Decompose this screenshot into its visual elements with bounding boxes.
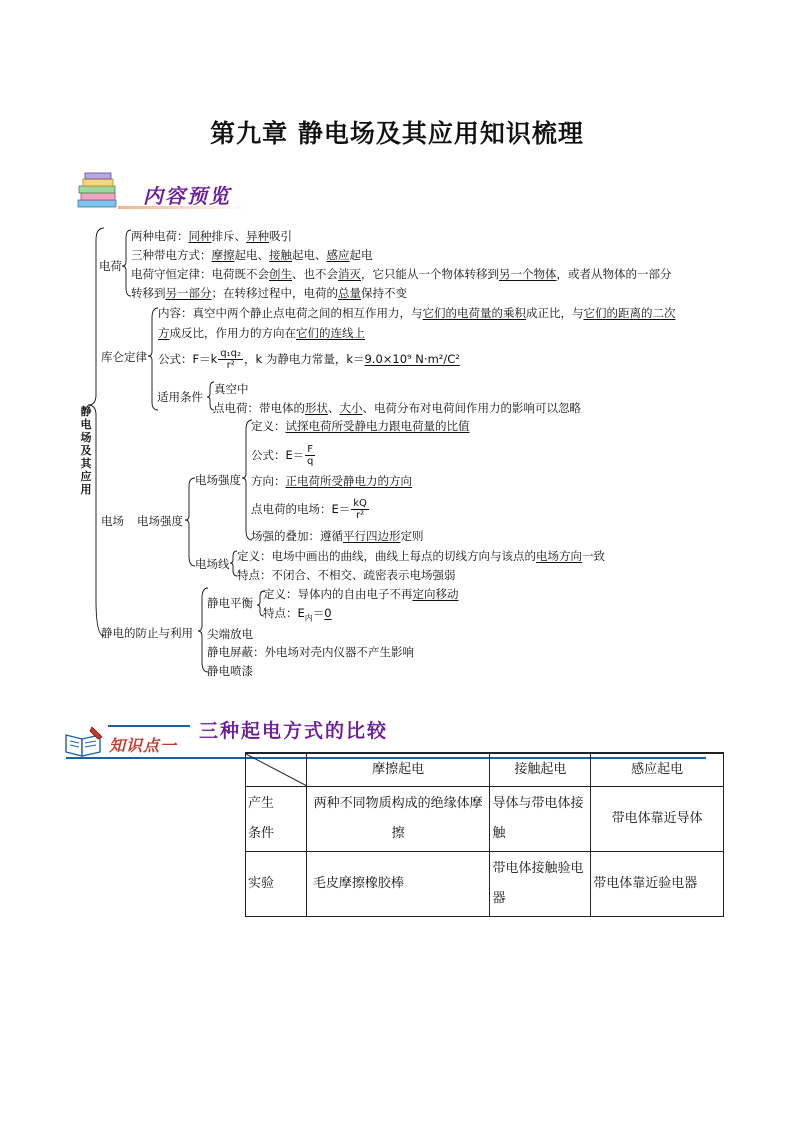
branch-field-intensity-label: 电场强度 bbox=[137, 514, 183, 528]
branch-coulomb-label: 库仑定律 bbox=[101, 350, 147, 364]
row-label-line: 产生 bbox=[248, 796, 275, 811]
balance-definition: 定义：导体内的自由电子不再定向移动 bbox=[263, 587, 459, 601]
field-fraction: $\frac{F}{q}$ bbox=[306, 444, 314, 467]
table-cell: 带电体靠近导体 bbox=[591, 787, 724, 852]
table-header-row bbox=[246, 753, 724, 787]
branch-protection-label: 静电的防止与利用 bbox=[101, 626, 193, 640]
field-lines-label: 电场线 bbox=[195, 557, 230, 571]
table-cell: 毛皮摩擦橡胶棒 bbox=[306, 852, 490, 917]
field-definition: 定义：试探电荷所受静电力跟电荷量的比值 bbox=[251, 419, 470, 433]
table-row-label: 实验 bbox=[246, 852, 307, 917]
mindmap-root-label: 静电场及其应用 bbox=[80, 405, 92, 496]
coulomb-formula: 公式：F＝k $\frac{\text{q₁q₂}}{\text{r²}}$ ，k 为静电力常量，k＝9.0×10⁹ N·m²/C² bbox=[158, 348, 460, 371]
balance-feature: 特点：$E_内=0$ bbox=[263, 606, 332, 623]
coulomb-condition-point-charge: 点电荷：带电体的形状、大小、电荷分布对电荷间作用力的影响可以忽略 bbox=[213, 401, 581, 415]
tip-discharge: 尖端放电 bbox=[207, 627, 253, 641]
table-corner-cell bbox=[246, 753, 307, 787]
knowledge-point-title: 三种起电方式的比较 bbox=[199, 720, 389, 742]
table-cell: 带电体接触验电器 bbox=[490, 852, 591, 917]
row-label-line: 条件 bbox=[248, 826, 275, 841]
field-point-charge: 点电荷的电场：E＝ $\frac{kQ}{\text{r²}}$ bbox=[251, 498, 367, 521]
field-formula: 公式：E＝ $\frac{F}{q}$ bbox=[251, 444, 314, 467]
table-cell: 带电体靠近验电器 bbox=[591, 852, 724, 917]
page-title: 第九章 静电场及其应用知识梳理 bbox=[210, 119, 584, 148]
comparison-table bbox=[245, 752, 724, 917]
balance-label: 静电平衡 bbox=[207, 596, 253, 610]
knowledge-banner-underline bbox=[108, 725, 190, 727]
diagonal-line bbox=[246, 754, 307, 786]
point-field-fraction: $\frac{kQ}{\text{r²}}$ bbox=[353, 498, 367, 521]
table-header-cell: 摩擦起电 bbox=[306, 753, 490, 787]
table-header-cell: 接触起电 bbox=[490, 753, 591, 787]
charge-line-three-methods: 三种带电方式：摩擦起电、接触起电、感应起电 bbox=[131, 248, 373, 262]
field-lines-feature: 特点：不闭合、不相交、疏密表示电场强弱 bbox=[237, 568, 456, 582]
field-direction: 方向：正电荷所受静电力的方向 bbox=[251, 474, 412, 488]
coulomb-content-line1: 内容：真空中两个静止点电荷之间的相互作用力，与它们的电荷量的乘积成正比，与它们的距离的二次 bbox=[158, 306, 676, 320]
open-book-pen-icon bbox=[62, 725, 106, 759]
electrostatic-shield: 静电屏蔽：外电场对壳内仪器不产生影响 bbox=[207, 645, 414, 659]
field-superposition: 场强的叠加：遵循平行四边形定则 bbox=[251, 529, 424, 543]
coulomb-fraction: $\frac{\text{q₁q₂}}{\text{r²}}$ bbox=[220, 348, 241, 371]
table-row bbox=[246, 852, 724, 917]
branch-charge-label: 电荷 bbox=[99, 259, 122, 273]
table-row bbox=[246, 787, 724, 852]
coulomb-condition-vacuum: 真空中 bbox=[214, 382, 249, 396]
charge-line-two-kinds: 两种电荷：同种排斥、异种吸引 bbox=[131, 229, 292, 243]
charge-line-conservation: 电荷守恒定律：电荷既不会创生、也不会消灭，它只能从一个物体转移到另一个物体，或者从物体的一部分 bbox=[131, 267, 672, 281]
knowledge-point-tag: 知识点一 bbox=[109, 736, 178, 755]
branch-field-label: 电场 bbox=[101, 514, 124, 528]
table-cell: 两种不同物质构成的绝缘体摩擦 bbox=[306, 787, 490, 852]
electrostatic-spray: 静电喷漆 bbox=[207, 664, 253, 678]
table-header-cell: 感应起电 bbox=[591, 753, 724, 787]
charge-line-transfer: 转移到另一部分；在转移过程中，电荷的总量保持不变 bbox=[131, 286, 407, 300]
coulomb-content-line2: 方成反比，作用力的方向在它们的连线上 bbox=[158, 326, 365, 340]
field-lines-definition: 定义：电场中画出的曲线，曲线上每点的切线方向与该点的电场方向一致 bbox=[237, 549, 605, 563]
table-cell: 导体与带电体接触 bbox=[490, 787, 591, 852]
coulomb-condition-label: 适用条件 bbox=[157, 390, 203, 404]
table-row-label bbox=[246, 787, 307, 852]
field-intensity-sub-label: 电场强度 bbox=[195, 473, 241, 487]
preview-banner-label: 内容预览 bbox=[143, 184, 231, 208]
